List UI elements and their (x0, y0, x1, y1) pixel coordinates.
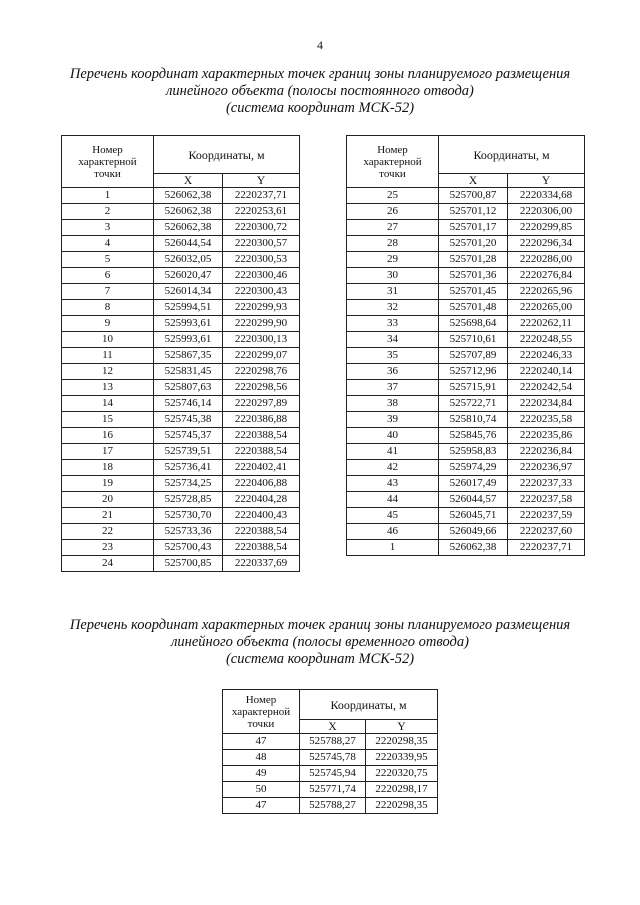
table-row (223, 766, 438, 782)
header-text: Номер (92, 143, 123, 156)
x-coordinate-cell: 526062,38 (154, 220, 223, 236)
table-row (347, 428, 585, 444)
x-coordinate-cell: 525701,20 (439, 236, 508, 252)
table-row (347, 508, 585, 524)
table-row (347, 396, 585, 412)
table-row (347, 492, 585, 508)
x-coordinate-cell: 526062,38 (154, 204, 223, 220)
x-coordinate-cell: 525745,94 (300, 766, 366, 782)
y-coordinate-cell: 2220334,68 (508, 188, 585, 204)
point-number-cell: 4 (62, 236, 154, 252)
x-coordinate-cell: 525700,87 (439, 188, 508, 204)
permanent-coordinates-table-right (346, 135, 585, 556)
y-coordinate-cell: 2220246,33 (508, 348, 585, 364)
x-coordinate-cell: 525734,25 (154, 476, 223, 492)
point-number-cell: 50 (223, 782, 300, 798)
y-coordinate-cell: 2220253,61 (223, 204, 300, 220)
heading-line: Перечень координат характерных точек границ зоны планируемого размещения (69, 66, 571, 82)
x-coordinate-cell: 525700,43 (154, 540, 223, 556)
heading-line: (система координат МСК-52) (225, 100, 415, 116)
page-number: 4 (317, 38, 323, 52)
x-coordinate-cell: 525712,96 (439, 364, 508, 380)
point-number-cell: 5 (62, 252, 154, 268)
y-coordinate-cell: 2220300,13 (223, 332, 300, 348)
point-number-cell: 30 (347, 268, 439, 284)
header-text: характерной (231, 705, 291, 718)
y-coordinate-cell: 2220300,43 (223, 284, 300, 300)
table-row (62, 204, 300, 220)
x-coordinate-cell: 525722,71 (439, 396, 508, 412)
x-coordinate-cell: 526044,54 (154, 236, 223, 252)
y-coordinate-cell: 2220299,85 (508, 220, 585, 236)
y-coordinate-cell: 2220299,93 (223, 300, 300, 316)
header-text: точки (379, 167, 406, 180)
table-row (347, 412, 585, 428)
table-row (62, 300, 300, 316)
x-coordinate-cell: 525958,83 (439, 444, 508, 460)
point-number-cell: 10 (62, 332, 154, 348)
point-number-cell: 37 (347, 380, 439, 396)
point-number-cell: 29 (347, 252, 439, 268)
table-row (347, 332, 585, 348)
table-row (347, 380, 585, 396)
x-coordinate-cell: 525701,45 (439, 284, 508, 300)
x-coordinate-cell: 526017,49 (439, 476, 508, 492)
table-row (62, 284, 300, 300)
y-coordinate-cell: 2220300,46 (223, 268, 300, 284)
table-row (347, 316, 585, 332)
table-row (347, 476, 585, 492)
x-coordinate-cell: 525745,37 (154, 428, 223, 444)
x-coordinate-cell: 525701,36 (439, 268, 508, 284)
table-body (62, 188, 300, 572)
heading-line: Перечень координат характерных точек границ зоны планируемого размещения (69, 617, 571, 633)
table-row (223, 750, 438, 766)
y-coordinate-cell: 2220388,54 (223, 428, 300, 444)
point-number-header (62, 136, 154, 188)
point-number-header (347, 136, 439, 188)
point-number-cell: 41 (347, 444, 439, 460)
heading-line: линейного объекта (полосы постоянного отвода) (166, 83, 474, 99)
x-coordinate-cell: 525788,27 (300, 798, 366, 814)
x-coordinate-cell: 526049,66 (439, 524, 508, 540)
permanent-coordinates-table-left (61, 135, 300, 572)
y-coordinate-cell: 2220235,58 (508, 412, 585, 428)
table-row (62, 428, 300, 444)
y-coordinate-cell: 2220237,71 (223, 188, 300, 204)
x-coordinate-cell: 526044,57 (439, 492, 508, 508)
x-coordinate-cell: 526032,05 (154, 252, 223, 268)
y-coordinate-cell: 2220234,84 (508, 396, 585, 412)
coordinates-header: Координаты, м (154, 136, 300, 174)
temporary-coordinates-table (222, 689, 438, 814)
point-number-cell: 22 (62, 524, 154, 540)
y-coordinate-cell: 2220242,54 (508, 380, 585, 396)
y-coordinate-cell: 2220300,53 (223, 252, 300, 268)
point-number-cell: 8 (62, 300, 154, 316)
point-number-cell: 24 (62, 556, 154, 572)
y-coordinate-cell: 2220299,90 (223, 316, 300, 332)
temporary-allotment-heading (0, 617, 640, 668)
table-row (62, 236, 300, 252)
x-coordinate-cell: 525730,70 (154, 508, 223, 524)
x-coordinate-cell: 525745,78 (300, 750, 366, 766)
table-row (347, 364, 585, 380)
table-row (62, 540, 300, 556)
y-coordinate-cell: 2220276,84 (508, 268, 585, 284)
table-row (62, 332, 300, 348)
y-coordinate-cell: 2220235,86 (508, 428, 585, 444)
x-coordinate-cell: 525728,85 (154, 492, 223, 508)
table-row (347, 460, 585, 476)
point-number-cell: 7 (62, 284, 154, 300)
x-header: X (154, 174, 223, 188)
y-coordinate-cell: 2220236,97 (508, 460, 585, 476)
point-number-cell: 42 (347, 460, 439, 476)
x-coordinate-cell: 525746,14 (154, 396, 223, 412)
y-coordinate-cell: 2220296,34 (508, 236, 585, 252)
x-coordinate-cell: 525993,61 (154, 332, 223, 348)
table-row (62, 380, 300, 396)
y-coordinate-cell: 2220300,72 (223, 220, 300, 236)
y-coordinate-cell: 2220298,17 (366, 782, 438, 798)
x-coordinate-cell: 525701,17 (439, 220, 508, 236)
y-coordinate-cell: 2220404,28 (223, 492, 300, 508)
point-number-cell: 36 (347, 364, 439, 380)
y-header: Y (223, 174, 300, 188)
point-number-cell: 46 (347, 524, 439, 540)
x-coordinate-cell: 525974,29 (439, 460, 508, 476)
y-coordinate-cell: 2220337,69 (223, 556, 300, 572)
header-text: точки (247, 717, 275, 730)
y-header: Y (508, 174, 585, 188)
point-number-cell: 39 (347, 412, 439, 428)
y-coordinate-cell: 2220400,43 (223, 508, 300, 524)
header-text: Номер (245, 693, 277, 706)
x-coordinate-cell: 525771,74 (300, 782, 366, 798)
table-row (62, 556, 300, 572)
y-coordinate-cell: 2220297,89 (223, 396, 300, 412)
x-coordinate-cell: 525993,61 (154, 316, 223, 332)
x-coordinate-cell: 525807,63 (154, 380, 223, 396)
table-row (62, 508, 300, 524)
heading-line: (система координат МСК-52) (225, 651, 415, 667)
x-coordinate-cell: 525745,38 (154, 412, 223, 428)
table-row (347, 284, 585, 300)
point-number-cell: 12 (62, 364, 154, 380)
point-number-cell: 44 (347, 492, 439, 508)
point-number-cell: 48 (223, 750, 300, 766)
point-number-cell: 35 (347, 348, 439, 364)
table-row (347, 204, 585, 220)
point-number-cell: 18 (62, 460, 154, 476)
point-number-cell: 13 (62, 380, 154, 396)
y-coordinate-cell: 2220298,56 (223, 380, 300, 396)
y-coordinate-cell: 2220320,75 (366, 766, 438, 782)
x-coordinate-cell: 525701,12 (439, 204, 508, 220)
point-number-cell: 1 (347, 540, 439, 556)
point-number-cell: 28 (347, 236, 439, 252)
header-text: характерной (78, 155, 137, 168)
y-coordinate-cell: 2220265,00 (508, 300, 585, 316)
y-coordinate-cell: 2220286,00 (508, 252, 585, 268)
point-number-cell: 23 (62, 540, 154, 556)
table-row (347, 220, 585, 236)
point-number-cell: 19 (62, 476, 154, 492)
x-coordinate-cell: 525788,27 (300, 734, 366, 750)
x-coordinate-cell: 525739,51 (154, 444, 223, 460)
point-number-cell: 31 (347, 284, 439, 300)
x-coordinate-cell: 525701,28 (439, 252, 508, 268)
y-coordinate-cell: 2220237,71 (508, 540, 585, 556)
y-coordinate-cell: 2220300,57 (223, 236, 300, 252)
point-number-cell: 40 (347, 428, 439, 444)
x-coordinate-cell: 525736,41 (154, 460, 223, 476)
table-row (347, 524, 585, 540)
point-number-cell: 26 (347, 204, 439, 220)
x-header: X (439, 174, 508, 188)
table-row (347, 188, 585, 204)
point-number-cell: 43 (347, 476, 439, 492)
y-coordinate-cell: 2220237,58 (508, 492, 585, 508)
table-row (347, 252, 585, 268)
x-coordinate-cell: 525698,64 (439, 316, 508, 332)
point-number-cell: 6 (62, 268, 154, 284)
y-coordinate-cell: 2220299,07 (223, 348, 300, 364)
point-number-cell: 17 (62, 444, 154, 460)
point-number-cell: 38 (347, 396, 439, 412)
header-text: характерной (363, 155, 422, 168)
y-coordinate-cell: 2220306,00 (508, 204, 585, 220)
y-coordinate-cell: 2220339,95 (366, 750, 438, 766)
table-row (62, 220, 300, 236)
table-row (347, 300, 585, 316)
x-coordinate-cell: 525867,35 (154, 348, 223, 364)
point-number-cell: 9 (62, 316, 154, 332)
y-coordinate-cell: 2220236,84 (508, 444, 585, 460)
x-coordinate-cell: 526020,47 (154, 268, 223, 284)
table-row (347, 236, 585, 252)
point-number-cell: 16 (62, 428, 154, 444)
table-row (347, 268, 585, 284)
y-coordinate-cell: 2220406,88 (223, 476, 300, 492)
point-number-cell: 2 (62, 204, 154, 220)
point-number-cell: 49 (223, 766, 300, 782)
point-number-cell: 21 (62, 508, 154, 524)
coordinates-header: Координаты, м (439, 136, 585, 174)
x-coordinate-cell: 525701,48 (439, 300, 508, 316)
table-row (62, 252, 300, 268)
table-row (62, 524, 300, 540)
x-coordinate-cell: 526014,34 (154, 284, 223, 300)
table-row (62, 364, 300, 380)
y-coordinate-cell: 2220402,41 (223, 460, 300, 476)
y-coordinate-cell: 2220298,35 (366, 798, 438, 814)
table-row (223, 798, 438, 814)
table-row (62, 396, 300, 412)
table-row (62, 316, 300, 332)
point-number-cell: 32 (347, 300, 439, 316)
point-number-cell: 14 (62, 396, 154, 412)
x-coordinate-cell: 525715,91 (439, 380, 508, 396)
table-row (62, 412, 300, 428)
y-coordinate-cell: 2220240,14 (508, 364, 585, 380)
point-number-cell: 1 (62, 188, 154, 204)
table-row (62, 476, 300, 492)
x-coordinate-cell: 525845,76 (439, 428, 508, 444)
y-header: Y (366, 720, 438, 734)
heading-line: линейного объекта (полосы временного отвода) (171, 634, 469, 650)
x-header: X (300, 720, 366, 734)
x-coordinate-cell: 525710,61 (439, 332, 508, 348)
y-coordinate-cell: 2220265,96 (508, 284, 585, 300)
y-coordinate-cell: 2220248,55 (508, 332, 585, 348)
point-number-cell: 25 (347, 188, 439, 204)
y-coordinate-cell: 2220262,11 (508, 316, 585, 332)
table-row (62, 188, 300, 204)
table-row (347, 540, 585, 556)
table-row (223, 782, 438, 798)
table-row (223, 734, 438, 750)
y-coordinate-cell: 2220298,76 (223, 364, 300, 380)
table-row (62, 444, 300, 460)
x-coordinate-cell: 525831,45 (154, 364, 223, 380)
y-coordinate-cell: 2220388,54 (223, 540, 300, 556)
point-number-cell: 47 (223, 734, 300, 750)
x-coordinate-cell: 526045,71 (439, 508, 508, 524)
y-coordinate-cell: 2220388,54 (223, 444, 300, 460)
x-coordinate-cell: 525994,51 (154, 300, 223, 316)
y-coordinate-cell: 2220237,59 (508, 508, 585, 524)
table-body (347, 188, 585, 556)
point-number-cell: 20 (62, 492, 154, 508)
point-number-cell: 15 (62, 412, 154, 428)
header-text: Номер (377, 143, 408, 156)
table-row (62, 348, 300, 364)
y-coordinate-cell: 2220298,35 (366, 734, 438, 750)
point-number-cell: 47 (223, 798, 300, 814)
table-row (62, 492, 300, 508)
y-coordinate-cell: 2220237,60 (508, 524, 585, 540)
table-row (62, 460, 300, 476)
table-row (347, 444, 585, 460)
y-coordinate-cell: 2220388,54 (223, 524, 300, 540)
point-number-cell: 45 (347, 508, 439, 524)
x-coordinate-cell: 525810,74 (439, 412, 508, 428)
x-coordinate-cell: 525707,89 (439, 348, 508, 364)
x-coordinate-cell: 525733,36 (154, 524, 223, 540)
x-coordinate-cell: 526062,38 (154, 188, 223, 204)
x-coordinate-cell: 525700,85 (154, 556, 223, 572)
header-text: точки (94, 167, 121, 180)
point-number-header (223, 690, 300, 734)
table-row (347, 348, 585, 364)
permanent-allotment-heading (0, 66, 640, 117)
point-number-cell: 27 (347, 220, 439, 236)
point-number-cell: 34 (347, 332, 439, 348)
y-coordinate-cell: 2220237,33 (508, 476, 585, 492)
coordinates-header: Координаты, м (300, 690, 438, 720)
table-row (62, 268, 300, 284)
y-coordinate-cell: 2220386,88 (223, 412, 300, 428)
point-number-cell: 11 (62, 348, 154, 364)
table-body (223, 734, 438, 814)
point-number-cell: 33 (347, 316, 439, 332)
point-number-cell: 3 (62, 220, 154, 236)
x-coordinate-cell: 526062,38 (439, 540, 508, 556)
